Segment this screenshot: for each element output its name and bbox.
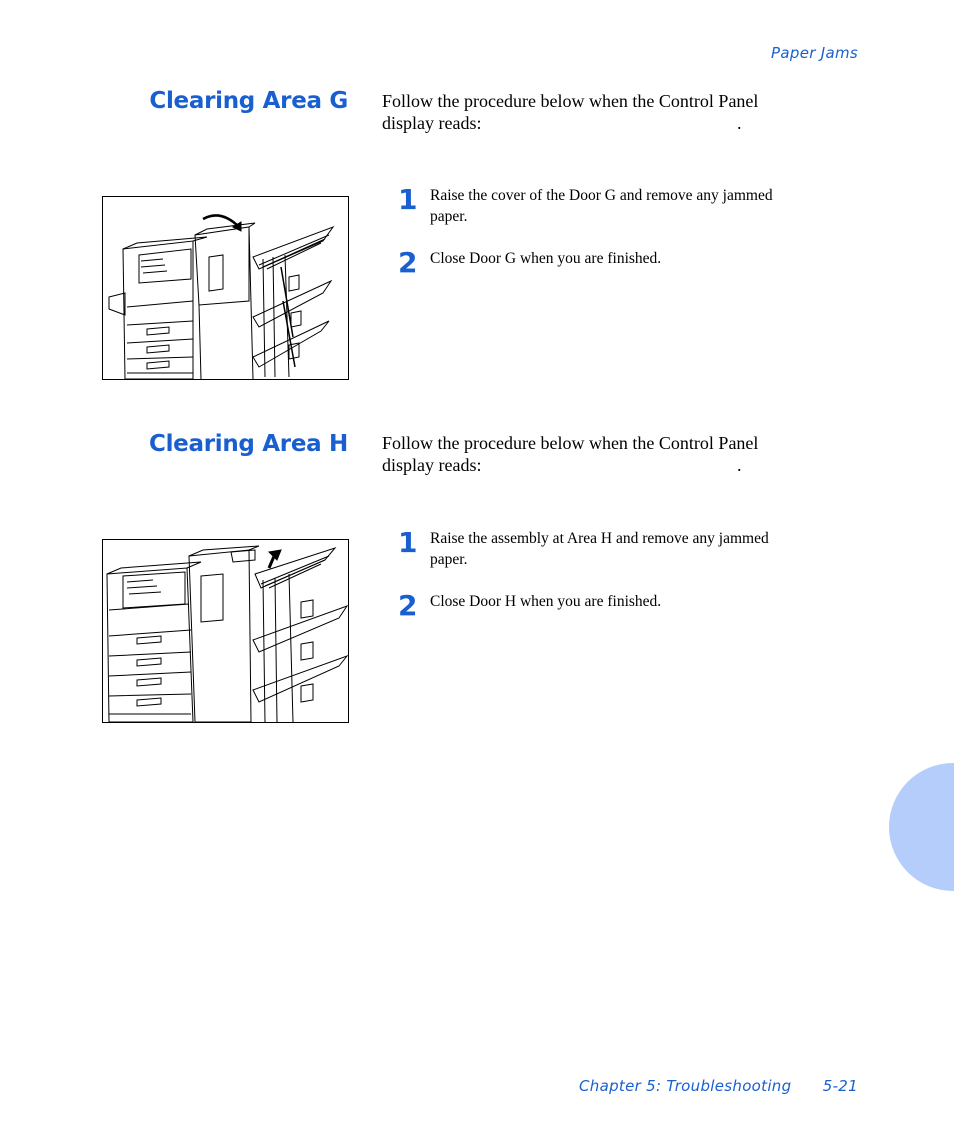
intro-display-reads: display reads: <box>382 113 482 133</box>
step-text-line: paper. <box>430 551 468 568</box>
chapter-tab-marker <box>889 763 954 891</box>
footer-chapter: Chapter 5: Troubleshooting <box>579 1077 792 1095</box>
step-text-h-1 <box>430 528 850 570</box>
intro-line-2 <box>382 112 852 134</box>
intro-area-h <box>382 432 852 476</box>
step-text-line: Close Door H when you are finished. <box>430 593 662 610</box>
step-number-h-2: 2 <box>398 589 418 622</box>
step-text-g-1 <box>430 185 850 227</box>
intro-line-1: Follow the procedure below when the Control Panel <box>382 433 759 453</box>
intro-display-reads: display reads: <box>382 455 482 475</box>
section-heading-area-g: Clearing Area G <box>149 88 348 114</box>
step-text-g-2 <box>430 248 850 269</box>
intro-period: . <box>737 455 742 475</box>
step-number-g-1: 1 <box>398 183 418 216</box>
intro-line-2 <box>382 454 852 476</box>
step-text-line: Raise the cover of the Door G and remove any jammed <box>430 187 773 204</box>
step-number-g-2: 2 <box>398 246 418 279</box>
printer-finisher-illustration-h <box>103 540 348 722</box>
step-text-line: Raise the assembly at Area H and remove any jammed <box>430 530 769 547</box>
section-heading-area-h: Clearing Area H <box>149 431 348 457</box>
footer-page-number: 5-21 <box>822 1077 858 1095</box>
step-number-h-1: 1 <box>398 526 418 559</box>
step-text-h-2 <box>430 591 850 612</box>
step-text-line: Close Door G when you are finished. <box>430 250 662 267</box>
intro-period: . <box>737 113 742 133</box>
step-text-line: paper. <box>430 208 468 225</box>
running-head: Paper Jams <box>771 44 858 62</box>
printer-finisher-illustration-g <box>103 197 348 379</box>
intro-area-g <box>382 90 852 134</box>
figure-area-g <box>102 196 349 380</box>
intro-line-1: Follow the procedure below when the Control Panel <box>382 91 759 111</box>
figure-area-h <box>102 539 349 723</box>
